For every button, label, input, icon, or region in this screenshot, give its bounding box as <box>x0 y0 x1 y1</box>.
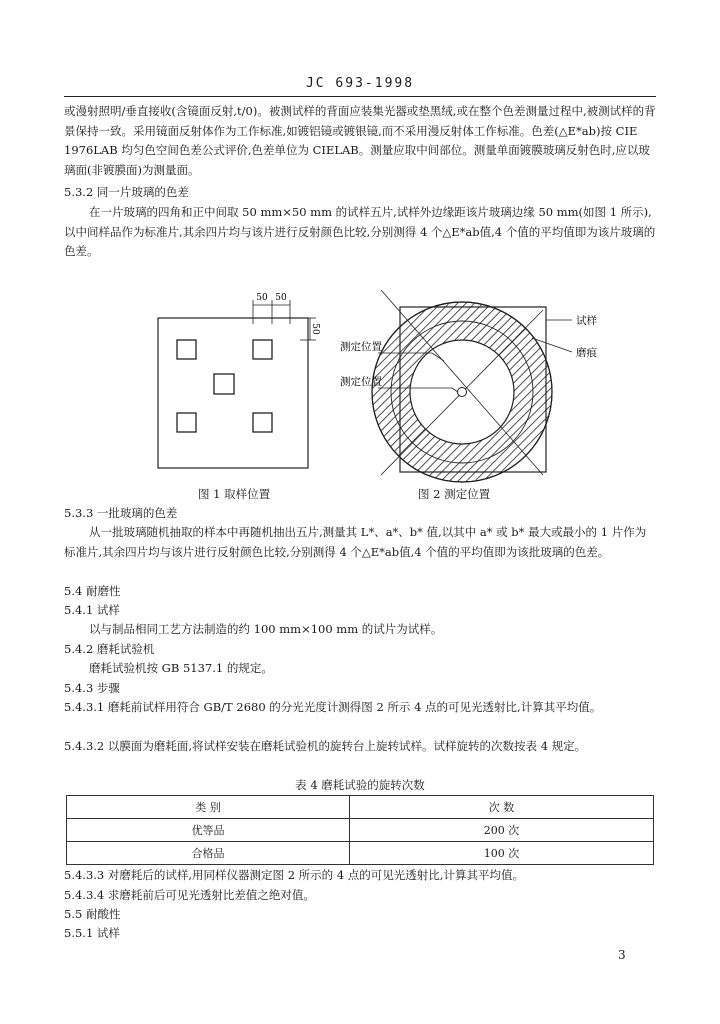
figure-1-caption: 图 1 取样位置 <box>198 487 271 501</box>
table-4-rotation-count <box>66 795 654 865</box>
header-rule <box>64 96 656 97</box>
table-cell: 200 次 <box>350 819 654 842</box>
sample-top-right <box>253 340 272 359</box>
sample-bottom-right <box>253 413 272 432</box>
sample-center <box>214 374 234 394</box>
heading-5-5-1: 5.5.1 试样 <box>64 926 120 940</box>
table-header-cell: 类 别 <box>67 796 350 819</box>
label-sample: 试样 <box>576 315 597 327</box>
paragraph-batch-color-diff: 从一批玻璃随机抽取的样本中再随机抽出五片,测量其 L*、a*、b* 值,以其中 a* 或 b* 最大或最小的 1 片作为标准片,其余四片均与该片进行反射颜色比较,分别测得 4 个△E*ab值,4 个值的平均值即为该批玻璃的色差。 <box>64 525 647 559</box>
heading-5-4-2: 5.4.2 磨耗试验机 <box>64 642 155 656</box>
paragraph-same-glass-color-diff: 在一片玻璃的四角和正中间取 50 mm×50 mm 的试样五片,试样外边缘距该片玻璃边缘 50 mm(如图 1 所示),以中间样品作为标准片,其余四片均与该片进行反射颜色比较,分别测得 4 个△E*ab值,4 个值的平均值即为该片玻璃的色差。 <box>64 205 656 258</box>
paragraph-abrasion-machine: 磨耗试验机按 GB 5137.1 的规定。 <box>89 661 273 675</box>
heading-5-4-3: 5.4.3 步骤 <box>64 681 120 695</box>
dim-label-c: 50 <box>310 323 320 335</box>
heading-5-4-1: 5.4.1 试样 <box>64 603 120 617</box>
table-row <box>67 819 654 842</box>
sample-bottom-left <box>177 413 196 432</box>
heading-5-3-2: 5.3.2 同一片玻璃的色差 <box>64 185 189 199</box>
paragraph-sample-spec: 以与制品相同工艺方法制造的约 100 mm×100 mm 的试片为试样。 <box>89 622 443 636</box>
paragraph-step-3: 5.4.3.3 对磨耗后的试样,用同样仪器测定图 2 所示的 4 点的可见光透射比,计算其平均值。 <box>64 868 524 882</box>
heading-5-3-3: 5.3.3 一批玻璃的色差 <box>64 506 178 520</box>
paragraph-step-1: 5.4.3.1 磨耗前试样用符合 GB/T 2680 的分光光度计测得图 2 所示 4 点的可见光透射比,计算其平均值。 <box>64 700 602 714</box>
sample-top-left <box>177 340 196 359</box>
document-header: JC 693-1998 <box>305 76 415 91</box>
table-cell: 100 次 <box>350 842 654 865</box>
table-cell: 合格品 <box>67 842 350 865</box>
center-hole <box>458 388 467 397</box>
table-4-title: 表 4 磨耗试验的旋转次数 <box>295 778 425 792</box>
label-wear-mark: 磨痕 <box>576 347 597 359</box>
dim-label-b: 50 <box>275 293 287 303</box>
table-header-cell: 次 数 <box>350 796 654 819</box>
paragraph-measurement-method: 或漫射照明/垂直接收(含镜面反射,t/0)。被测试样的背面应装集光器或垫黑绒,或在整个色差测量过程中,被测试样的背景保持一致。采用镜面反射体作为工作标准,如镀铝镜或镀银镜,而不采用漫反射体工作标准。色差(△E*ab)按 CIE 1976LAB 均匀色空间色差公式评价,色差单位为 CIELAB。测量应取中间部位。测量单面镀膜玻璃反射色时,应以玻璃面(非镀膜面)为测量面。 <box>64 104 656 177</box>
page-number: 3 <box>618 948 626 962</box>
table-header-row <box>67 796 654 819</box>
table-cell: 优等品 <box>67 819 350 842</box>
figure-2-caption: 图 2 测定位置 <box>418 487 491 501</box>
paragraph-step-2: 5.4.3.2 以膜面为磨耗面,将试样安装在磨耗试验机的旋转台上旋转试样。试样旋转的次数按表 4 规定。 <box>64 739 587 753</box>
figure-2-measurement-position <box>336 280 596 485</box>
heading-5-4: 5.4 耐磨性 <box>64 584 121 598</box>
heading-5-5: 5.5 耐酸性 <box>64 907 121 921</box>
dim-label-a: 50 <box>256 293 268 303</box>
table-row <box>67 842 654 865</box>
paragraph-step-4: 5.4.3.4 求磨耗前后可见光透射比差值之绝对值。 <box>64 888 315 902</box>
label-measure-position-2: 测定位置 <box>340 376 382 388</box>
figure-1-sampling-position <box>150 288 320 478</box>
label-measure-position-1: 测定位置 <box>340 341 382 353</box>
